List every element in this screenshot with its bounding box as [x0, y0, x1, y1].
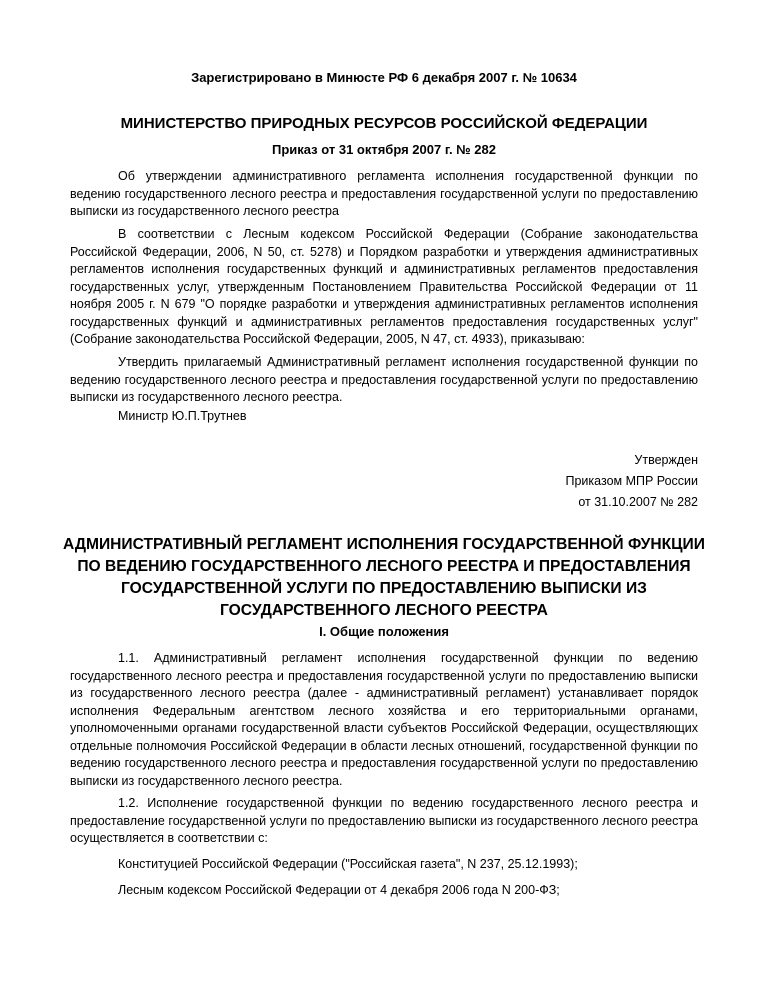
clause-1-2: 1.2. Исполнение государственной функции по ведению государственного лесного реестра и предоставление государственной услуги по предоставлению выписки из государственного лесного реестра осуществляется в соответствии с:	[70, 796, 698, 845]
clause-1-1-block	[70, 650, 698, 790]
preamble-block	[70, 226, 698, 349]
approval-line-3: от 31.10.2007 № 282	[578, 495, 698, 509]
order-subject: Об утверждении административного регламента исполнения государственной функции по ведению государственного лесного реестра и предоставления государственной услуги по предоставлению выписки из государственного лесного реестра	[70, 169, 698, 218]
list-item: Лесным кодексом Российской Федерации от 4 декабря 2006 года N 200-ФЗ;	[118, 883, 560, 897]
clause-1-2-block	[70, 795, 698, 848]
minister-signature: Министр Ю.П.Трутнев	[118, 409, 247, 423]
section-heading: I. Общие положения	[319, 624, 449, 639]
order-text-paragraph: Утвердить прилагаемый Административный регламент исполнения государственной функции по ведению государственного лесного реестра и предоставления государственной услуги по предоставлению выписки из государственного лесного реестра.	[70, 355, 698, 404]
list-item-block-2	[70, 882, 698, 900]
order-title: Приказ от 31 октября 2007 г. № 282	[272, 142, 496, 157]
approval-line-1: Утвержден	[634, 453, 698, 467]
registration-note: Зарегистрировано в Минюсте РФ 6 декабря 2007 г. № 10634	[191, 70, 577, 85]
approval-line-2: Приказом МПР России	[565, 474, 698, 488]
order-subject-block	[70, 168, 698, 221]
approval-stamp	[566, 450, 699, 513]
regulation-title: АДМИНИСТРАТИВНЫЙ РЕГЛАМЕНТ ИСПОЛНЕНИЯ ГОСУДАРСТВЕННОЙ ФУНКЦИИ ПО ВЕДЕНИЮ ГОСУДАРСТВЕННОГО ЛЕСНОГО РЕЕСТРА И ПРЕДОСТАВЛЕНИЯ ГОСУДАРСТВЕННОЙ УСЛУГИ ПО ПРЕДОСТАВЛЕНИЮ ВЫПИСКИ ИЗ ГОСУДАРСТВЕННОГО ЛЕСНОГО РЕЕСТРА	[63, 536, 705, 619]
order-text-block	[70, 354, 698, 407]
ministry-title: МИНИСТЕРСТВО ПРИРОДНЫХ РЕСУРСОВ РОССИЙСКОЙ ФЕДЕРАЦИИ	[120, 115, 648, 132]
clause-1-1: 1.1. Административный регламент исполнения государственной функции по ведению государственного лесного реестра и предоставления государственной услуги по предоставлению выписки из государственного лесного реестра (далее - административный регламент) устанавливает порядок исполнения Федеральным агентством лесного хозяйства и его территориальными органами, уполномоченными органами государственной власти субъектов Российской Федерации, осуществляющих отдельные полномочия Российской Федерации в области лесных отношений, государственной функции по ведению государственного лесного реестра и предоставления государственной услуги по предоставлению выписки из государственного лесного реестра.	[70, 651, 698, 788]
list-item-block-1	[70, 856, 698, 874]
list-item: Конституцией Российской Федерации ("Российская газета", N 237, 25.12.1993);	[118, 857, 578, 871]
signature-block	[70, 408, 698, 426]
preamble-paragraph: В соответствии с Лесным кодексом Российской Федерации (Собрание законодательства Российской Федерации, 2006, N 50, ст. 5278) и Порядком разработки и утверждения административных регламентов исполнения государственных функций и административных регламентов предоставления государственных услуг, утвержденным Постановлением Правительства Российской Федерации от 11 ноября 2005 г. N 679 "О порядке разработки и утверждения административных регламентов исполнения государственных функций и административных регламентов предоставления государственных услуг" (Собрание законодательства Российской Федерации, 2005, N 47, ст. 4933), приказываю:	[70, 227, 698, 346]
